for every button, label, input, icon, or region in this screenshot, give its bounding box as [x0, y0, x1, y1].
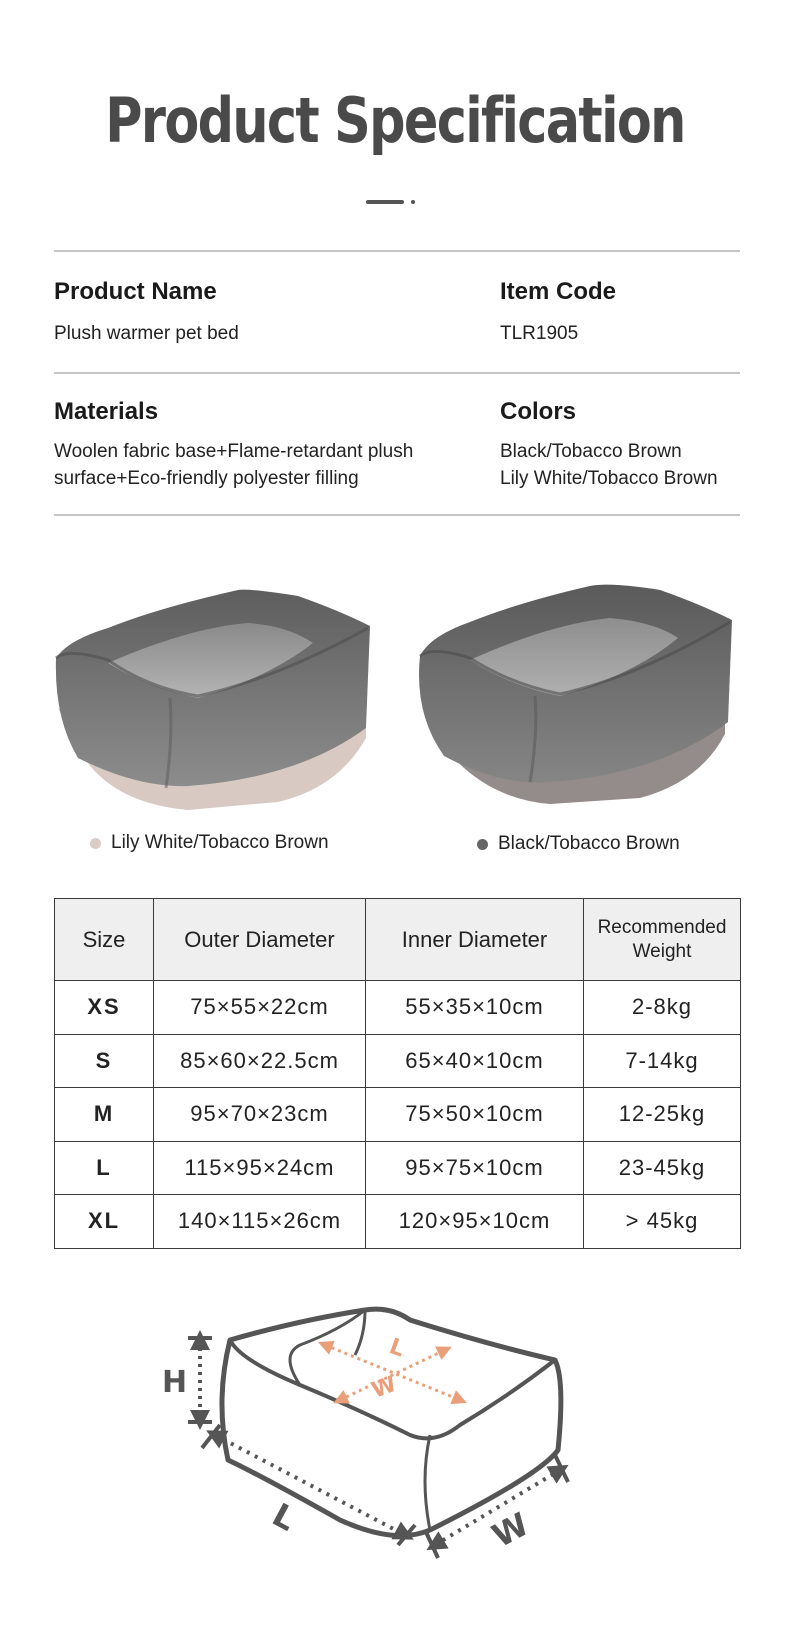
- length-label: L: [266, 1495, 303, 1539]
- title-accent-line: [366, 200, 404, 204]
- size-cell: M: [55, 1088, 154, 1142]
- header-recommended-weight: [584, 899, 741, 981]
- table-row: [55, 1195, 741, 1249]
- table-row: [55, 981, 741, 1035]
- table-row: [55, 1141, 741, 1195]
- outer-cell: 115×95×24cm: [154, 1141, 366, 1195]
- inner-cell: 75×50×10cm: [366, 1088, 584, 1142]
- header-outer-diameter: Outer Diameter: [154, 899, 366, 981]
- variant-black: [477, 833, 680, 855]
- header-recommended-weight-line-2: Weight: [632, 940, 692, 962]
- product-name-label: Product Name: [54, 278, 217, 305]
- weight-cell: > 45kg: [584, 1195, 741, 1249]
- weight-cell: 23-45kg: [584, 1141, 741, 1195]
- header-inner-diameter: Inner Diameter: [366, 899, 584, 981]
- variant-label: Lily White/Tobacco Brown: [111, 832, 329, 853]
- outer-cell: 85×60×22.5cm: [154, 1034, 366, 1088]
- outer-cell: 140×115×26cm: [154, 1195, 366, 1249]
- item-code-label: Item Code: [500, 278, 617, 305]
- table-row: [55, 1034, 741, 1088]
- inner-cell: 95×75×10cm: [366, 1141, 584, 1195]
- size-cell: XL: [55, 1195, 154, 1249]
- colors-label: Colors: [500, 398, 577, 425]
- size-cell: L: [55, 1141, 154, 1195]
- table-header-row: [55, 899, 741, 981]
- divider: [54, 250, 740, 252]
- outer-cell: 95×70×23cm: [154, 1088, 366, 1142]
- dimension-diagram: [160, 1300, 620, 1600]
- color-swatch-dot: [477, 839, 488, 850]
- product-name-value: Plush warmer pet bed: [54, 323, 239, 344]
- variant-lily-white: [90, 832, 329, 854]
- length-arrow: [215, 1435, 405, 1535]
- weight-cell: 7-14kg: [584, 1034, 741, 1088]
- variant-label: Black/Tobacco Brown: [498, 833, 680, 854]
- item-code-value: TLR1905: [500, 323, 579, 344]
- inner-length-label: L: [385, 1334, 408, 1363]
- table-row: [55, 1088, 741, 1142]
- page-title: Product Specification: [105, 84, 685, 157]
- color-swatch-dot: [90, 838, 101, 849]
- size-cell: S: [55, 1034, 154, 1088]
- size-table: [54, 898, 741, 1249]
- inner-cell: 120×95×10cm: [366, 1195, 584, 1249]
- colors-value-line-2: Lily White/Tobacco Brown: [500, 468, 718, 489]
- weight-cell: 2-8kg: [584, 981, 741, 1035]
- header-size: Size: [55, 899, 154, 981]
- size-cell: XS: [55, 981, 154, 1035]
- colors-value-line-1: Black/Tobacco Brown: [500, 441, 682, 462]
- title-accent-dot: [411, 200, 415, 204]
- inner-cell: 55×35×10cm: [366, 981, 584, 1035]
- inner-width-label: W: [368, 1371, 400, 1404]
- materials-value-line-1: Woolen fabric base+Flame-retardant plush: [54, 441, 414, 462]
- outer-cell: 75×55×22cm: [154, 981, 366, 1035]
- inner-cell: 65×40×10cm: [366, 1034, 584, 1088]
- weight-cell: 12-25kg: [584, 1088, 741, 1142]
- materials-label: Materials: [54, 398, 159, 425]
- pet-bed-photo-black: [410, 584, 738, 814]
- divider: [54, 514, 740, 516]
- header-recommended-weight-line-1: Recommended: [597, 916, 727, 938]
- divider: [54, 372, 740, 374]
- width-label: W: [485, 1504, 535, 1556]
- pet-bed-photo-lily-white: [48, 588, 378, 816]
- materials-value-line-2: surface+Eco-friendly polyester filling: [54, 468, 359, 489]
- height-label: H: [162, 1365, 188, 1400]
